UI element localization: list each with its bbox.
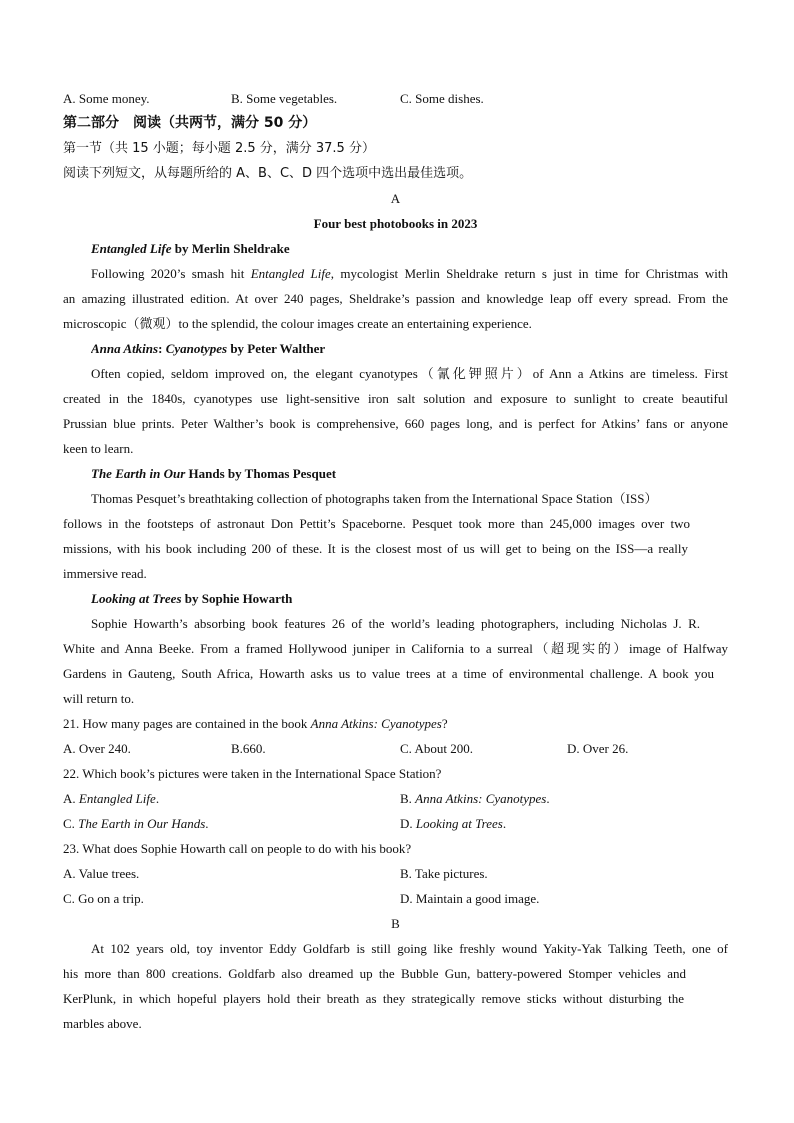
instructions: 阅读下列短文，从每题所给的 A、B、C、D 四个选项中选出最佳选项。 [63, 166, 473, 181]
passage-b-line-2: his more than 800 creations. Goldfarb also dreamed up the Bubble Gun, battery-powered Stomper vehicles and [63, 966, 686, 981]
question-23-option-c[interactable]: C. Go on a trip. [63, 891, 144, 906]
question-21-option-d[interactable]: D. Over 26. [567, 741, 629, 756]
book4-line-3: Gardens in Gauteng, South Africa, Howarth asks us to value trees at a time of environmental challenge. A book you [63, 666, 714, 681]
book1-line-2: an amazing illustrated edition. At over 240 pages, Sheldrake’s passion and knowledge leap off every spread. From the [63, 291, 728, 306]
book3-line-4: immersive read. [63, 566, 147, 581]
book4-line-4: will return to. [63, 691, 135, 706]
book-heading-earth-in-our-hands: The Earth in Our Hands by Thomas Pesquet [91, 466, 337, 481]
question-23-option-b[interactable]: B. Take pictures. [400, 866, 488, 881]
subsection-heading: 第一节（共 15 小题；每小题 2.5 分，满分 37.5 分） [63, 141, 375, 156]
question-23-stem: 23. What does Sophie Howarth call on people to do with his book? [63, 841, 412, 856]
passage-b-line-3: KerPlunk, in which hopeful players hold their breath as they strategically remove sticks without disturbing the [63, 991, 684, 1006]
prev-option-a: A. Some money. [63, 91, 150, 106]
book2-line-2: created in the 1840s, cyanotypes use light-sensitive iron salt solution and exposure to sunlight to create beautiful [63, 391, 728, 406]
question-23-option-d[interactable]: D. Maintain a good image. [400, 891, 540, 906]
question-22-stem: 22. Which book’s pictures were taken in the International Space Station? [63, 766, 442, 781]
passage-a-title: Four best photobooks in 2023 [313, 216, 478, 231]
question-21-stem: 21. How many pages are contained in the book Anna Atkins: Cyanotypes? [63, 716, 448, 731]
question-22-option-b[interactable]: B. Anna Atkins: Cyanotypes. [400, 791, 550, 806]
book3-line-1: Thomas Pesquet’s breathtaking collection of photographs taken from the International Space Station（ISS） [91, 491, 658, 506]
question-21-option-b[interactable]: B.660. [231, 741, 266, 756]
book-heading-anna-atkins: Anna Atkins: Cyanotypes by Peter Walther [91, 341, 326, 356]
book3-line-3: missions, with his book including 200 of these. It is the closest most of us will get to being on the ISS—a really [63, 541, 688, 556]
question-21-option-c[interactable]: C. About 200. [400, 741, 473, 756]
question-21-option-a[interactable]: A. Over 240. [63, 741, 131, 756]
book2-line-3: Prussian blue prints. Peter Walther’s book is comprehensive, 660 pages long, and is perfect for Atkins’ fans or anyone [63, 416, 728, 431]
book3-line-2: follows in the footsteps of astronaut Don Pettit’s Spaceborne. Pesquet took more than 245,000 images over two [63, 516, 690, 531]
passage-b-line-1: At 102 years old, toy inventor Eddy Goldfarb is still going like freshly wound Yakity-Yak Talking Teeth, one of [91, 941, 728, 956]
book1-line-3: microscopic（微观）to the splendid, the colour images create an entertaining experience. [63, 316, 532, 331]
book1-line-1: Following 2020’s smash hit Entangled Life, mycologist Merlin Sheldrake return s just in time for Christmas with [91, 266, 728, 281]
section-heading: 第二部分 阅读（共两节，满分 50 分） [63, 115, 317, 131]
book-heading-entangled-life: Entangled Life by Merlin Sheldrake [91, 241, 290, 256]
book2-line-4: keen to learn. [63, 441, 134, 456]
passage-b-line-4: marbles above. [63, 1016, 142, 1031]
question-23-option-a[interactable]: A. Value trees. [63, 866, 140, 881]
question-22-option-c[interactable]: C. The Earth in Our Hands. [63, 816, 209, 831]
book4-line-2: White and Anna Beeke. From a framed Hollywood juniper in California to a surreal（超现实的）image of Halfway [63, 641, 728, 656]
prev-option-c: C. Some dishes. [400, 91, 484, 106]
question-22-option-d[interactable]: D. Looking at Trees. [400, 816, 507, 831]
prev-option-b: B. Some vegetables. [231, 91, 338, 106]
passage-a-label: A [390, 191, 401, 206]
passage-b-label: B [391, 916, 400, 931]
book4-line-1: Sophie Howarth’s absorbing book features 26 of the world’s leading photographers, including Nicholas J. R. [91, 616, 700, 631]
book2-line-1: Often copied, seldom improved on, the elegant cyanotypes（氰化钾照片）of Ann a Atkins are timeless. First [91, 366, 728, 381]
book-heading-looking-at-trees: Looking at Trees by Sophie Howarth [91, 591, 293, 606]
question-22-option-a[interactable]: A. Entangled Life. [63, 791, 160, 806]
